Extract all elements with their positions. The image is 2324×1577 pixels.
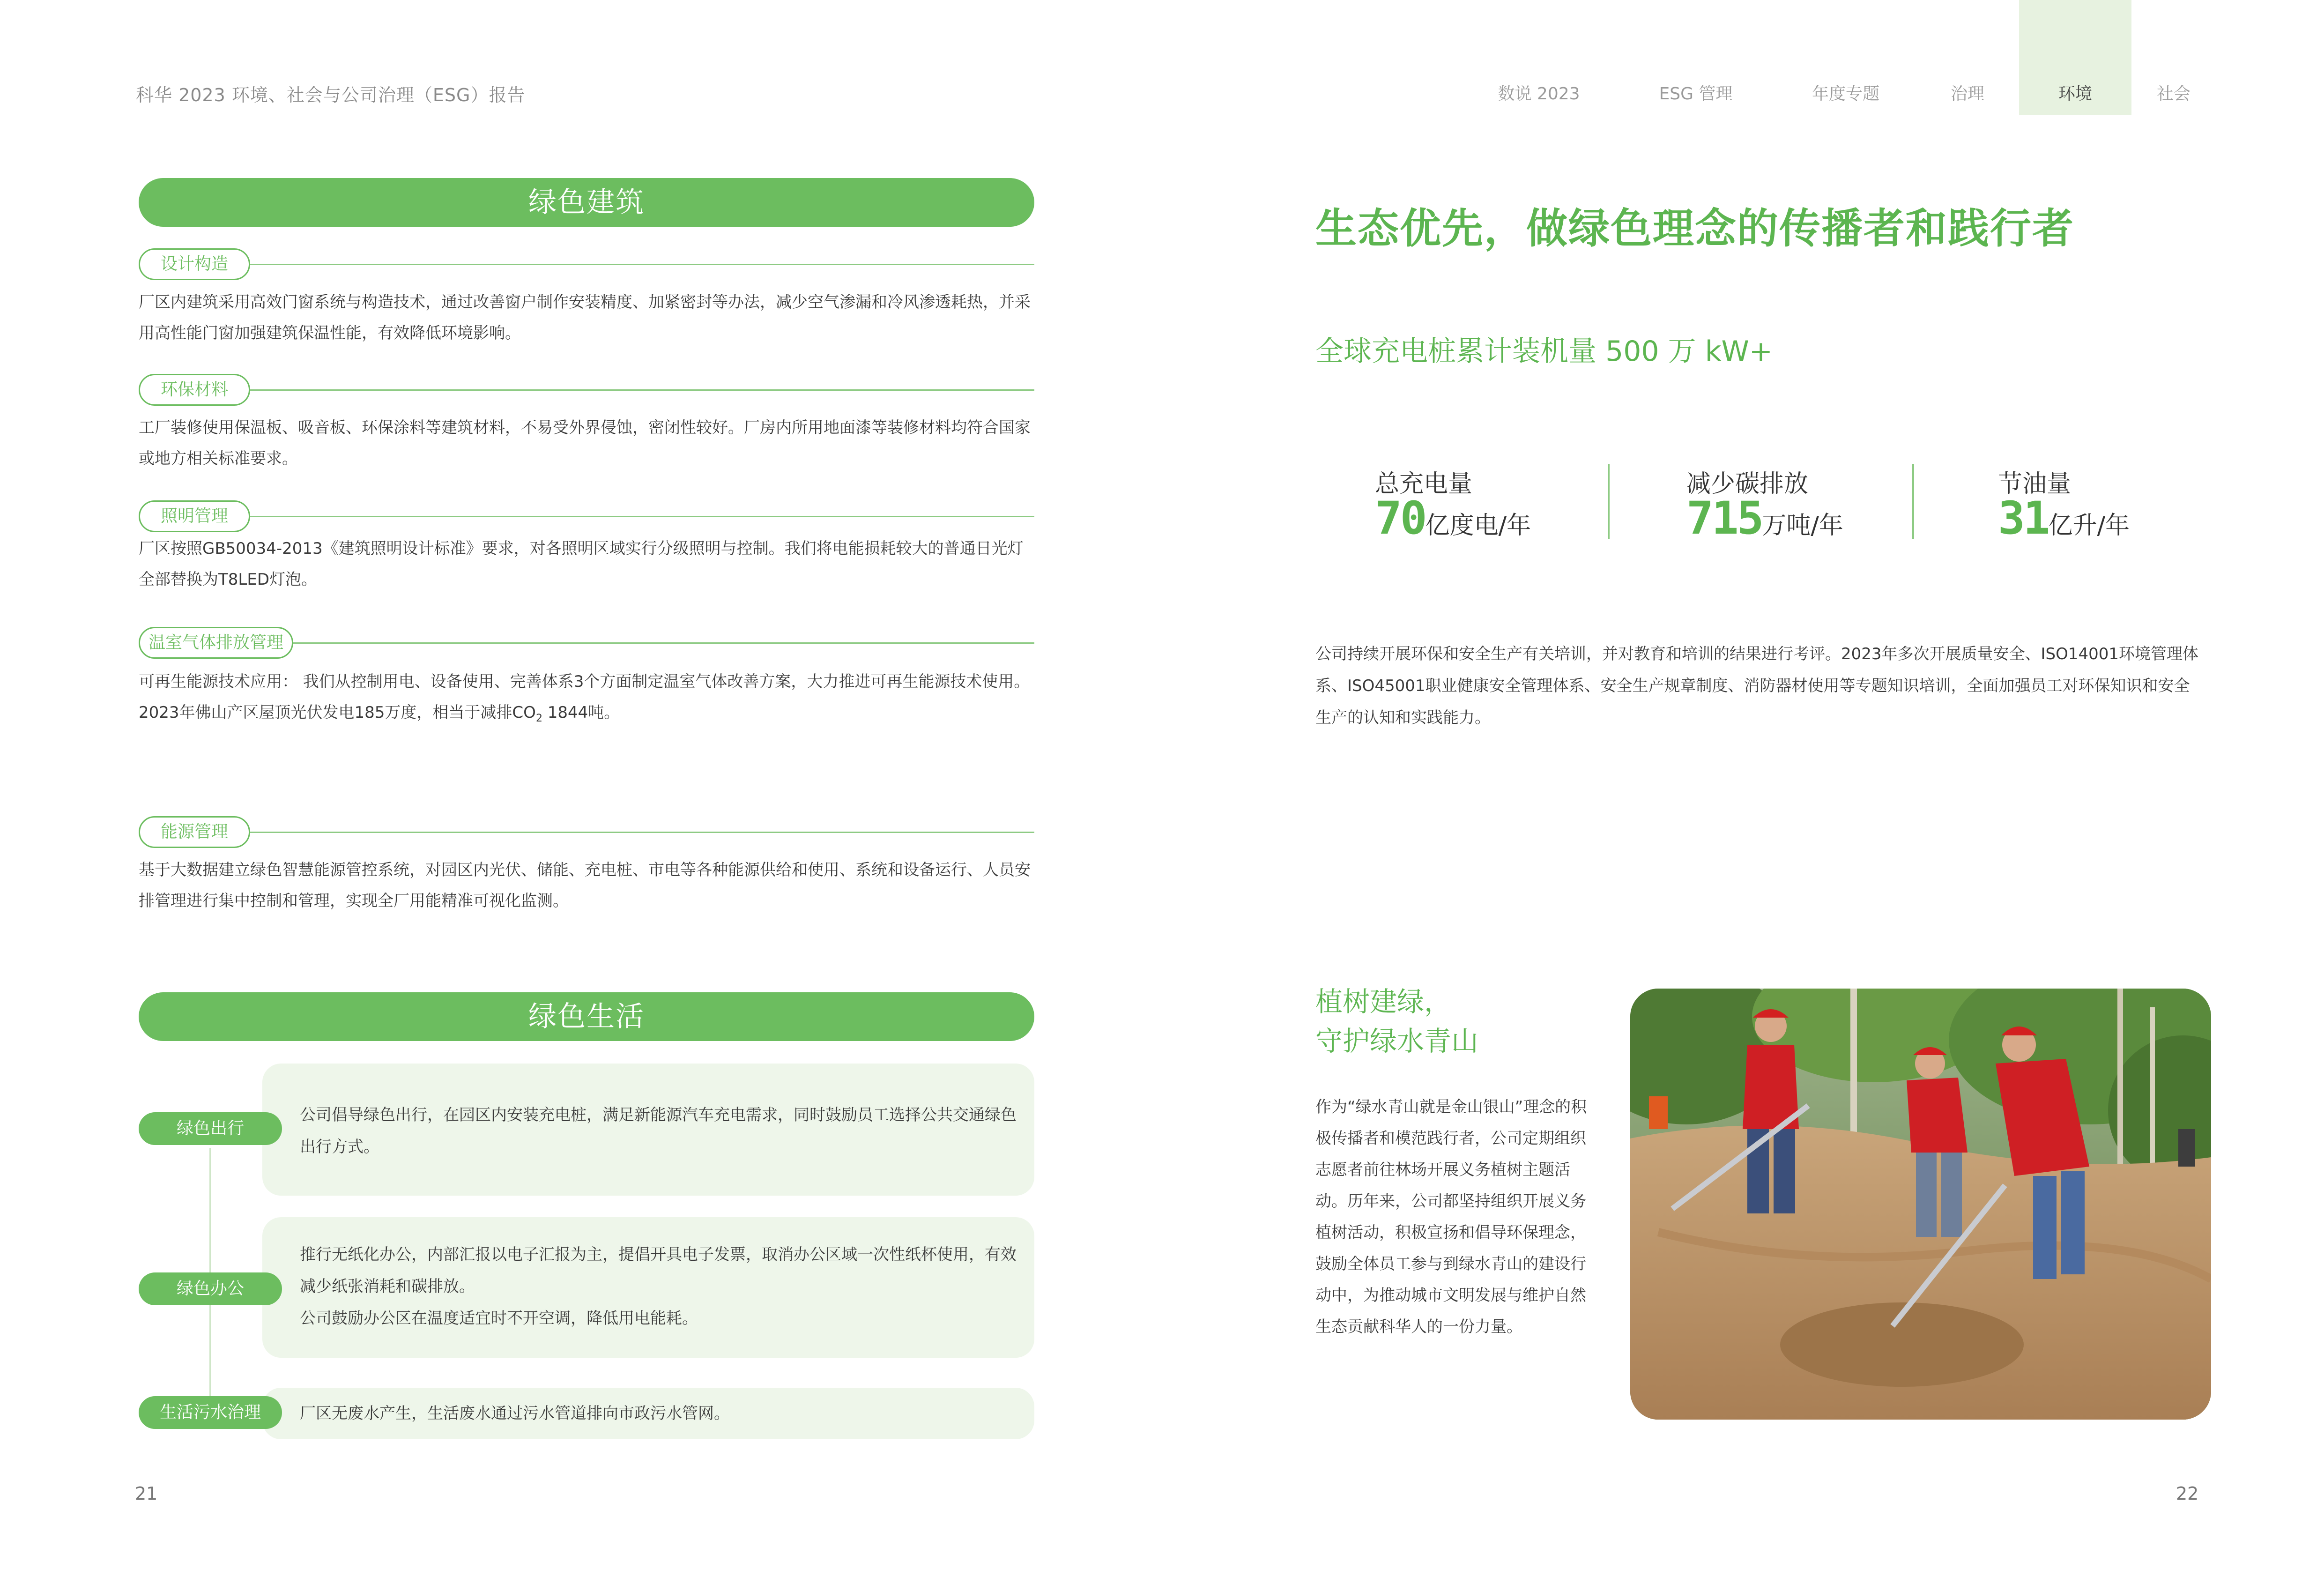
report-title: 科华 2023 环境、社会与公司治理（ESG）报告 xyxy=(136,85,526,105)
page-number-left: 21 xyxy=(135,1483,158,1504)
nav-item-annual-topic[interactable]: 年度专题 xyxy=(1812,84,1879,104)
lighting-management-text: 厂区按照GB50034-2013《建筑照明设计标准》要求，对各照明区域实行分级照明与控制。我们将电能损耗较大的普通日光灯全部替换为T8LED灯泡。 xyxy=(139,539,1024,589)
tag-green-office: 绿色办公 xyxy=(139,1272,282,1305)
stat-label-carbon-reduction: 减少碳排放 xyxy=(1686,470,1809,498)
stat-value-fuel-saving: 31亿升/年 xyxy=(1998,492,2130,544)
stat-label-total-charge: 总充电量 xyxy=(1375,470,1473,498)
nav-item-governance[interactable]: 治理 xyxy=(1950,84,1984,104)
section-divider xyxy=(250,516,1034,517)
section-divider xyxy=(250,832,1034,833)
tag-green-travel: 绿色出行 xyxy=(139,1112,282,1145)
tag-energy-management: 能源管理 xyxy=(139,816,250,848)
nav-item-data-2023[interactable]: 数说 2023 xyxy=(1498,84,1580,104)
charging-pile-subheading: 全球充电桩累计装机量 500 万 kW+ xyxy=(1315,335,1773,368)
tag-ghg-emission-management: 温室气体排放管理 xyxy=(139,627,293,659)
nav-item-society[interactable]: 社会 xyxy=(2156,84,2190,104)
stat-divider xyxy=(1608,464,1610,539)
training-paragraph: 公司持续开展环保和安全生产有关培训，并对教育和培训的结果进行考评。2023年多次开展质量安全、ISO14001环境管理体系、ISO45001职业健康安全管理体系、安全生产规章制度、消防器材使用等专题知识培训，全面加强员工对环保知识和安全生产的认知和实践能力。 xyxy=(1315,645,2199,727)
section-divider xyxy=(250,642,1034,644)
tree-planting-photo xyxy=(1630,989,2211,1420)
sewage-treatment-text: 厂区无废水产生，生活废水通过污水管道排向市政污水管网。 xyxy=(300,1404,730,1423)
energy-management-text: 基于大数据建立绿色智慧能源管控系统，对园区内光伏、储能、充电桩、市电等各种能源供给和使用、系统和设备运行、人员安排管理进行集中控制和管理，实现全厂用能精准可视化监测。 xyxy=(139,861,1031,910)
green-building-banner: 绿色建筑 xyxy=(139,178,1034,227)
stat-value-total-charge: 70亿度电/年 xyxy=(1375,492,1531,544)
section-divider xyxy=(250,264,1034,265)
green-life-banner: 绿色生活 xyxy=(139,992,1034,1041)
top-navigation xyxy=(1462,0,2216,115)
tag-lighting-management: 照明管理 xyxy=(139,500,250,532)
green-office-text: 推行无纸化办公，内部汇报以电子汇报为主，提倡开具电子发票，取消办公区域一次性纸杯使用，有效减少纸张消耗和碳排放。 公司鼓励办公区在温度适宜时不开空调，降低用电能耗。 xyxy=(300,1245,1017,1328)
stat-label-fuel-saving: 节油量 xyxy=(1998,470,2072,498)
ghg-emission-text: 可再生能源技术应用： 我们从控制用电、设备使用、完善体系3个方面制定温室气体改善方案，大力推进可再生能源技术使用。2023年佛山产区屋顶光伏发电185万度，相当于减排$CO_2$ 1844吨。 xyxy=(139,672,1030,724)
tag-design-construction: 设计构造 xyxy=(139,248,250,280)
eco-materials-text: 工厂装修使用保温板、吸音板、环保涂料等建筑材料，不易受外界侵蚀，密闭性较好。厂房内所用地面漆等装修材料均符合国家或地方相关标准要求。 xyxy=(139,418,1031,468)
nav-item-environment[interactable]: 环境 xyxy=(2019,0,2131,115)
tree-planting-heading: 植树建绿， 守护绿水青山 xyxy=(1315,986,1479,1057)
ecology-heading: 生态优先，做绿色理念的传播者和践行者 xyxy=(1315,204,2075,253)
nav-item-esg-management[interactable]: ESG 管理 xyxy=(1659,84,1733,104)
green-travel-text: 公司倡导绿色出行，在园区内安装充电桩，满足新能源汽车充电需求，同时鼓励员工选择公共交通绿色出行方式。 xyxy=(300,1106,1017,1156)
stat-value-carbon-reduction: 715万吨/年 xyxy=(1686,492,1843,544)
stat-divider xyxy=(1912,464,1914,539)
tree-planting-text: 作为“绿水青山就是金山银山”理念的积极传播者和模范践行者，公司定期组织志愿者前往林场开展义务植树主题活动。历年来，公司都坚持组织开展义务植树活动，积极宣扬和倡导环保理念，鼓励全体员工参与到绿水青山的建设行动中，为推动城市文明发展与维护自然生态贡献科华人的一份力量。 xyxy=(1315,1098,1587,1336)
tag-eco-materials: 环保材料 xyxy=(139,374,250,406)
tag-sewage-treatment: 生活污水治理 xyxy=(139,1396,282,1429)
design-construction-text: 厂区内建筑采用高效门窗系统与构造技术，通过改善窗户制作安装精度、加紧密封等办法，减少空气渗漏和冷风渗透耗热，并采用高性能门窗加强建筑保温性能，有效降低环境影响。 xyxy=(139,293,1031,342)
section-divider xyxy=(250,389,1034,391)
page-number-right: 22 xyxy=(2176,1483,2199,1504)
